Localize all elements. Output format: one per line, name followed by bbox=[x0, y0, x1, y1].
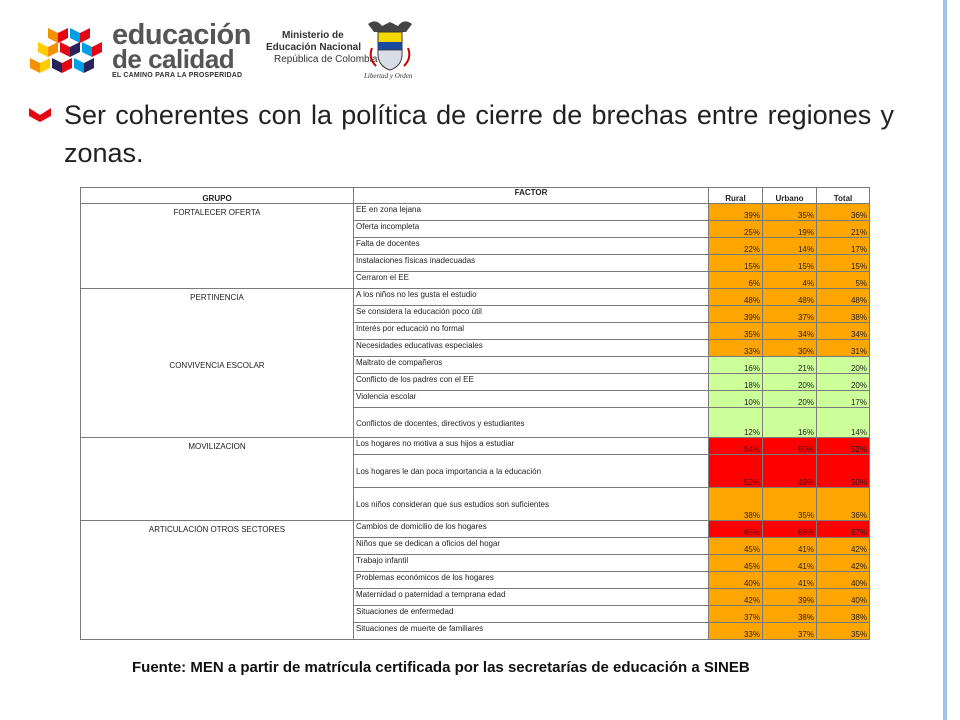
ministry-line-1: Ministerio de bbox=[282, 30, 344, 41]
urbano-value-cell: 19% bbox=[763, 221, 817, 238]
total-value-cell: 15% bbox=[817, 255, 870, 272]
rural-value-cell: 42% bbox=[709, 589, 763, 606]
factor-cell: Maternidad o paternidad a temprana edad bbox=[354, 589, 709, 606]
group-cell bbox=[81, 221, 354, 238]
factor-cell: Situaciones de muerte de familiares bbox=[354, 623, 709, 640]
table-row bbox=[81, 238, 870, 255]
group-cell: FORTALECER OFERTA bbox=[81, 204, 354, 221]
group-cell: MOVILIZACION bbox=[81, 438, 354, 455]
table-body bbox=[81, 204, 870, 640]
table-row bbox=[81, 438, 870, 455]
factor-cell: Instalaciones físicas inadecuadas bbox=[354, 255, 709, 272]
table-row bbox=[81, 606, 870, 623]
rural-value-cell: 18% bbox=[709, 374, 763, 391]
rural-value-cell: 6% bbox=[709, 272, 763, 289]
rural-value-cell: 45% bbox=[709, 538, 763, 555]
total-value-cell: 5% bbox=[817, 272, 870, 289]
rural-value-cell: 54% bbox=[709, 438, 763, 455]
urbano-value-cell: 37% bbox=[763, 623, 817, 640]
table-row bbox=[81, 340, 870, 357]
checkmark-bullet-icon bbox=[28, 105, 52, 123]
total-value-cell: 14% bbox=[817, 408, 870, 438]
table-row bbox=[81, 555, 870, 572]
urbano-value-cell: 34% bbox=[763, 323, 817, 340]
header-total: Total bbox=[817, 188, 870, 204]
total-value-cell: 31% bbox=[817, 340, 870, 357]
urbano-value-cell: 68% bbox=[763, 521, 817, 538]
table-row bbox=[81, 391, 870, 408]
rural-value-cell: 16% bbox=[709, 357, 763, 374]
rural-value-cell: 52% bbox=[709, 455, 763, 488]
rural-value-cell: 48% bbox=[709, 289, 763, 306]
table-row bbox=[81, 521, 870, 538]
factor-cell: Situaciones de enfermedad bbox=[354, 606, 709, 623]
factor-cell: Los hogares no motiva a sus hijos a estudiar bbox=[354, 438, 709, 455]
total-value-cell: 36% bbox=[817, 204, 870, 221]
group-cell bbox=[81, 391, 354, 408]
group-cell bbox=[81, 255, 354, 272]
factor-cell: Violencia escolar bbox=[354, 391, 709, 408]
urbano-value-cell: 38% bbox=[763, 606, 817, 623]
group-cell bbox=[81, 455, 354, 488]
table-row bbox=[81, 204, 870, 221]
table-row bbox=[81, 538, 870, 555]
table-row bbox=[81, 306, 870, 323]
urbano-value-cell: 48% bbox=[763, 289, 817, 306]
rural-value-cell: 10% bbox=[709, 391, 763, 408]
group-cell bbox=[81, 306, 354, 323]
rural-value-cell: 33% bbox=[709, 340, 763, 357]
group-cell bbox=[81, 488, 354, 521]
urbano-value-cell: 41% bbox=[763, 555, 817, 572]
total-value-cell: 52% bbox=[817, 438, 870, 455]
urbano-value-cell: 41% bbox=[763, 572, 817, 589]
factor-cell: Conflictos de docentes, directivos y estudiantes bbox=[354, 408, 709, 438]
urbano-value-cell: 39% bbox=[763, 589, 817, 606]
factor-cell: Conflicto de los padres con el EE bbox=[354, 374, 709, 391]
total-value-cell: 36% bbox=[817, 488, 870, 521]
table-row bbox=[81, 572, 870, 589]
rural-value-cell: 12% bbox=[709, 408, 763, 438]
table-row bbox=[81, 272, 870, 289]
urbano-value-cell: 49% bbox=[763, 455, 817, 488]
rural-value-cell: 22% bbox=[709, 238, 763, 255]
total-value-cell: 38% bbox=[817, 306, 870, 323]
logo-text-de-calidad: de calidad bbox=[112, 44, 235, 74]
header-urbano: Urbano bbox=[763, 188, 817, 204]
header-rural: Rural bbox=[709, 188, 763, 204]
header-grupo: GRUPO bbox=[81, 188, 354, 204]
group-cell bbox=[81, 238, 354, 255]
table-row bbox=[81, 488, 870, 521]
total-value-cell: 40% bbox=[817, 589, 870, 606]
slide-right-border bbox=[943, 0, 947, 720]
urbano-value-cell: 35% bbox=[763, 488, 817, 521]
urbano-value-cell: 16% bbox=[763, 408, 817, 438]
group-cell bbox=[81, 323, 354, 340]
urbano-value-cell: 15% bbox=[763, 255, 817, 272]
rural-value-cell: 38% bbox=[709, 488, 763, 521]
rural-value-cell: 25% bbox=[709, 221, 763, 238]
table-row bbox=[81, 357, 870, 374]
urbano-value-cell: 4% bbox=[763, 272, 817, 289]
total-value-cell: 48% bbox=[817, 289, 870, 306]
urbano-value-cell: 50% bbox=[763, 438, 817, 455]
total-value-cell: 67% bbox=[817, 521, 870, 538]
table-row bbox=[81, 323, 870, 340]
factor-cell: Se considera la educación poco útil bbox=[354, 306, 709, 323]
total-value-cell: 21% bbox=[817, 221, 870, 238]
group-cell bbox=[81, 572, 354, 589]
factor-cell: Cerraron el EE bbox=[354, 272, 709, 289]
group-cell bbox=[81, 272, 354, 289]
urbano-value-cell: 35% bbox=[763, 204, 817, 221]
logo-cubes-icon bbox=[30, 26, 110, 82]
factor-cell: Interés por educació no formal bbox=[354, 323, 709, 340]
group-cell: CONVIVENCIA ESCOLAR bbox=[81, 357, 354, 374]
total-value-cell: 42% bbox=[817, 555, 870, 572]
factor-cell: Trabajo infantil bbox=[354, 555, 709, 572]
ministry-line-2: Educación Nacional bbox=[266, 42, 362, 53]
factor-cell: Falta de docentes bbox=[354, 238, 709, 255]
total-value-cell: 40% bbox=[817, 572, 870, 589]
rural-value-cell: 39% bbox=[709, 306, 763, 323]
urbano-value-cell: 14% bbox=[763, 238, 817, 255]
table-row bbox=[81, 455, 870, 488]
logo-text-educacion: educación bbox=[112, 19, 251, 51]
ministry-line-3: República de Colombia bbox=[274, 54, 378, 65]
group-cell bbox=[81, 589, 354, 606]
urbano-value-cell: 20% bbox=[763, 391, 817, 408]
total-value-cell: 42% bbox=[817, 538, 870, 555]
logo-tagline: EL CAMINO PARA LA PROSPERIDAD bbox=[112, 72, 243, 79]
factor-cell: A los niños no les gusta el estudio bbox=[354, 289, 709, 306]
factor-cell: Oferta incompleta bbox=[354, 221, 709, 238]
slide-header bbox=[0, 0, 960, 90]
rural-value-cell: 15% bbox=[709, 255, 763, 272]
total-value-cell: 34% bbox=[817, 323, 870, 340]
factors-table bbox=[80, 187, 870, 640]
rural-value-cell: 39% bbox=[709, 204, 763, 221]
table-row bbox=[81, 374, 870, 391]
total-value-cell: 17% bbox=[817, 391, 870, 408]
table-row bbox=[81, 623, 870, 640]
urbano-value-cell: 20% bbox=[763, 374, 817, 391]
group-cell bbox=[81, 623, 354, 640]
source-note: Fuente: MEN a partir de matrícula certificada por las secretarías de educación a SINEB bbox=[132, 659, 750, 676]
total-value-cell: 38% bbox=[817, 606, 870, 623]
rural-value-cell: 37% bbox=[709, 606, 763, 623]
group-cell bbox=[81, 408, 354, 438]
factor-cell: Los hogares le dan poca importancia a la educación bbox=[354, 455, 709, 488]
factor-cell: Cambios de domicilio de los hogares bbox=[354, 521, 709, 538]
table-row bbox=[81, 408, 870, 438]
table-row bbox=[81, 589, 870, 606]
total-value-cell: 20% bbox=[817, 374, 870, 391]
group-cell bbox=[81, 374, 354, 391]
total-value-cell: 17% bbox=[817, 238, 870, 255]
factor-cell: Necesidades educativas especiales bbox=[354, 340, 709, 357]
table-header-row bbox=[81, 188, 870, 204]
group-cell: PERTINENCIA bbox=[81, 289, 354, 306]
group-cell bbox=[81, 340, 354, 357]
group-cell bbox=[81, 606, 354, 623]
factor-cell: Problemas económicos de los hogares bbox=[354, 572, 709, 589]
seal-motto: Libertad y Orden bbox=[364, 72, 413, 80]
table-row bbox=[81, 221, 870, 238]
urbano-value-cell: 21% bbox=[763, 357, 817, 374]
group-cell: ARTICULACIÓN OTROS SECTORES bbox=[81, 521, 354, 538]
rural-value-cell: 33% bbox=[709, 623, 763, 640]
total-value-cell: 50% bbox=[817, 455, 870, 488]
urbano-value-cell: 41% bbox=[763, 538, 817, 555]
rural-value-cell: 65% bbox=[709, 521, 763, 538]
group-cell bbox=[81, 555, 354, 572]
rural-value-cell: 45% bbox=[709, 555, 763, 572]
factor-cell: Niños que se dedican a oficios del hogar bbox=[354, 538, 709, 555]
total-value-cell: 35% bbox=[817, 623, 870, 640]
factor-cell: EE en zona lejana bbox=[354, 204, 709, 221]
urbano-value-cell: 30% bbox=[763, 340, 817, 357]
urbano-value-cell: 37% bbox=[763, 306, 817, 323]
table-row bbox=[81, 255, 870, 272]
slide-heading: Ser coherentes con la política de cierre de brechas entre regiones y zonas. bbox=[64, 100, 894, 168]
factor-cell: Los niños consideran que sus estudios son suficientes bbox=[354, 488, 709, 521]
total-value-cell: 20% bbox=[817, 357, 870, 374]
factor-cell: Maltrato de compañeros bbox=[354, 357, 709, 374]
table-row bbox=[81, 289, 870, 306]
rural-value-cell: 40% bbox=[709, 572, 763, 589]
rural-value-cell: 35% bbox=[709, 323, 763, 340]
group-cell bbox=[81, 538, 354, 555]
header-factor: FACTOR bbox=[354, 188, 709, 204]
